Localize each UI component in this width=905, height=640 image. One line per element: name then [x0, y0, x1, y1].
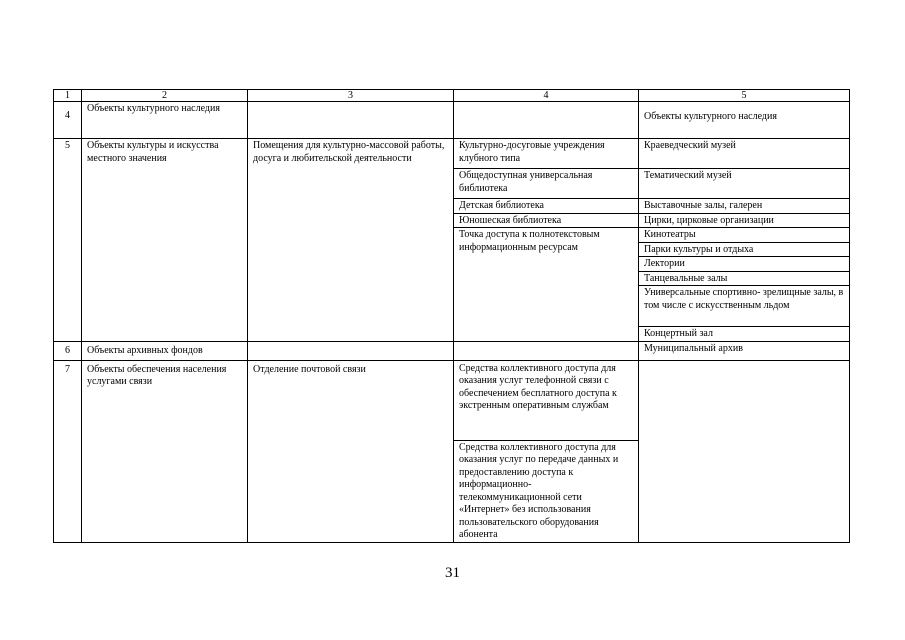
row-number: 5	[54, 139, 82, 342]
page-number: 31	[445, 565, 460, 581]
header-cell-3: 3	[248, 90, 454, 102]
row-number: 6	[54, 341, 82, 360]
column-4-cell	[454, 102, 639, 139]
object-cell: Объекты обеспечения населения услугами связи	[82, 360, 248, 542]
column-5-cell: Муниципальный архив	[639, 341, 850, 360]
column-5-item: Парки культуры и отдыха	[639, 242, 850, 257]
column-5-item: Тематический музей	[639, 169, 850, 199]
column-5-item: Лектории	[639, 257, 850, 272]
column-5-item: Кинотеатры	[639, 228, 850, 243]
object-cell: Объекты архивных фондов	[82, 341, 248, 360]
column-5-item: Цирки, цирковые организации	[639, 213, 850, 228]
object-cell: Объекты культуры и искусства местного значения	[82, 139, 248, 342]
header-row	[54, 90, 850, 102]
column-5-item: Универсальные спортивно- зрелищные залы, в том числе с искусственным льдом	[639, 286, 850, 327]
column-4-item: Культурно-досуговые учреждения клубного типа	[454, 139, 639, 169]
column-5-cell	[639, 360, 850, 542]
column-4-item: Средства коллективного доступа для оказания услуг телефонной связи с обеспечением бесплатного доступа к экстренным оперативным службам	[454, 360, 639, 440]
premises-cell: Помещения для культурно-массовой работы, досуга и любительской деятельности	[248, 139, 454, 342]
premises-cell	[248, 341, 454, 360]
row-number: 7	[54, 360, 82, 542]
column-5-item: Выставочные залы, галерен	[639, 199, 850, 214]
column-4-item: Общедоступная универсальная библиотека	[454, 169, 639, 199]
services-table	[53, 89, 850, 543]
premises-cell: Отделение почтовой связи	[248, 360, 454, 542]
header-cell-1: 1	[54, 90, 82, 102]
header-cell-2: 2	[82, 90, 248, 102]
column-4-item: Детская библиотека	[454, 199, 639, 214]
header-cell-4: 4	[454, 90, 639, 102]
column-5-item: Танцевальные залы	[639, 271, 850, 286]
table-row	[54, 341, 850, 360]
table-row	[54, 360, 850, 440]
table-row	[54, 139, 850, 169]
column-4-item: Точка доступа к полнотекстовым информационным ресурсам	[454, 228, 639, 342]
table-row	[54, 102, 850, 139]
column-4-item: Средства коллективного доступа для оказания услуг по передаче данных и предоставлению доступа к информационно-телекоммуникационной сети «Интернет» без использования пользовательского оборудования абонента	[454, 440, 639, 542]
column-4-cell	[454, 341, 639, 360]
header-cell-5: 5	[639, 90, 850, 102]
column-5-item: Концертный зал	[639, 327, 850, 342]
column-5-item: Краеведческий музей	[639, 139, 850, 169]
object-cell: Объекты культурного наследия	[82, 102, 248, 139]
premises-cell	[248, 102, 454, 139]
row-number: 4	[54, 102, 82, 139]
column-4-item: Юношеская библиотека	[454, 213, 639, 228]
column-5-cell: Объекты культурного наследия	[639, 102, 850, 139]
